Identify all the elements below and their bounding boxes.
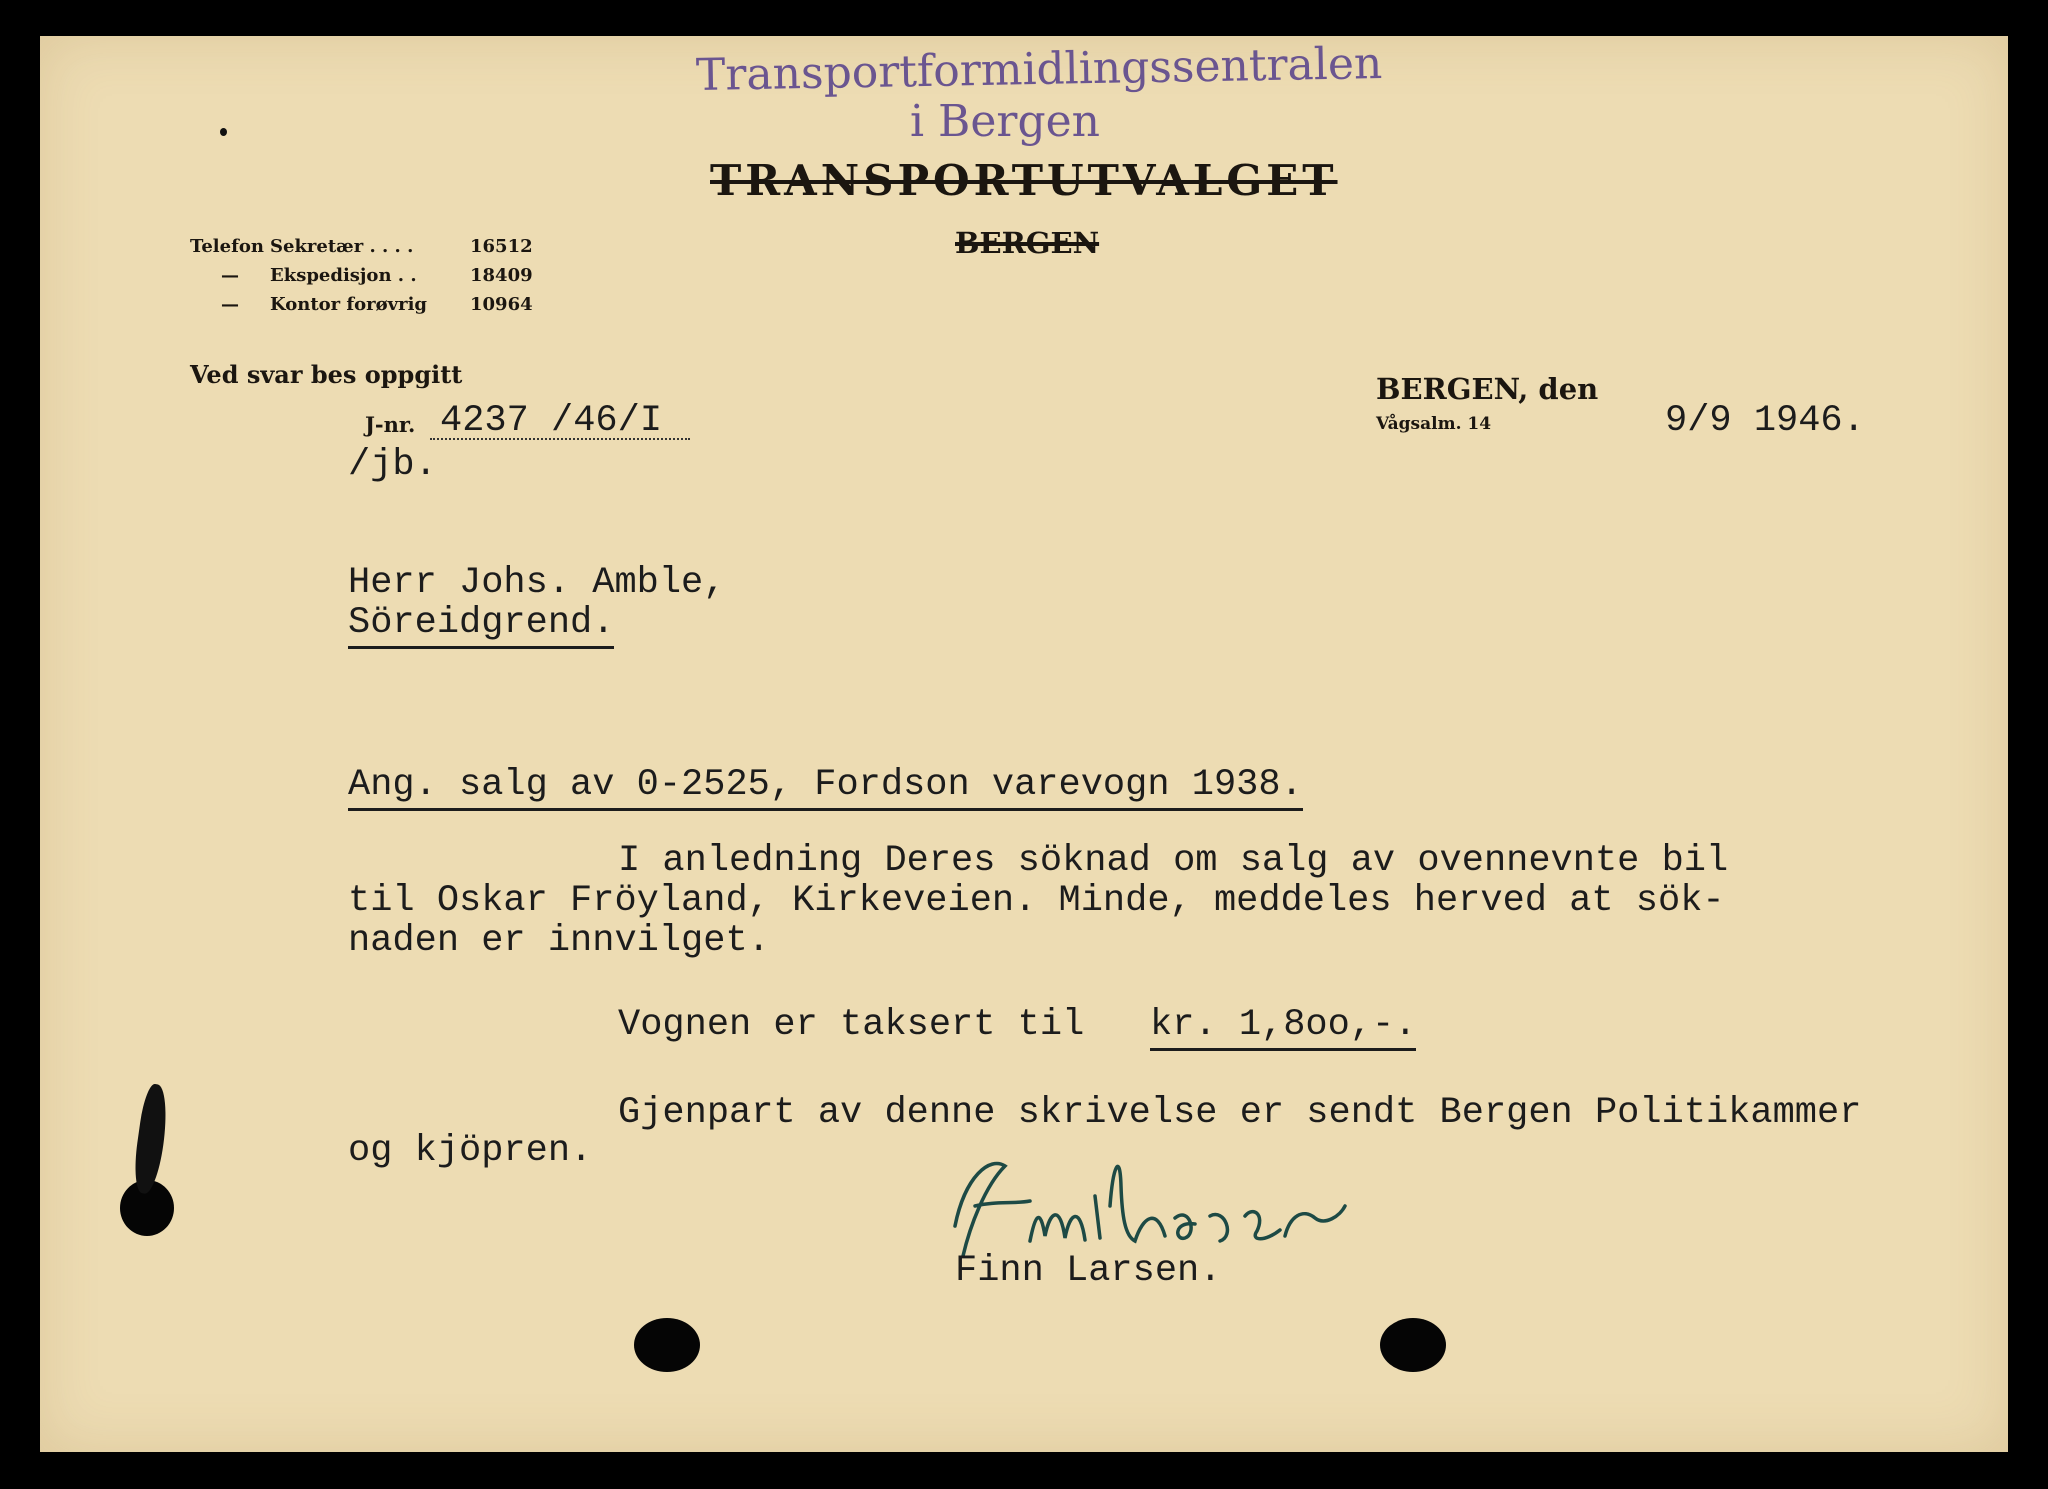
phone-label: Kontor forøvrig <box>270 294 428 315</box>
phone-row <box>190 290 533 319</box>
recipient-name: Herr Johs. Amble, <box>348 562 726 604</box>
subject-line: Ang. salg av 0-2525, Fordson varevogn 1938. <box>348 764 1303 811</box>
letterhead-city: BERGEN <box>955 226 1100 260</box>
para1-line1: I anledning Deres söknad om salg av ovennevnte bil <box>618 840 1729 882</box>
letterhead-org: TRANSPORTUTVALGET <box>710 156 1338 205</box>
phone-prefix: — <box>221 294 239 315</box>
para1-line2: til Oskar Fröyland, Kirkeveien. Minde, meddeles herved at sök- <box>348 880 1725 922</box>
torn-mark <box>130 1083 171 1196</box>
phone-number: 10964 <box>470 294 533 315</box>
punch-hole <box>634 1318 700 1372</box>
signer-name: Finn Larsen. <box>955 1250 1222 1292</box>
letter-date: 9/9 1946. <box>1665 400 1865 442</box>
phone-list <box>190 232 533 319</box>
phone-row <box>190 261 533 290</box>
jnr-value: 4237 /46/I <box>440 400 663 442</box>
punch-hole <box>1380 1318 1446 1372</box>
letter-page <box>40 36 2008 1452</box>
handwritten-signature <box>935 1146 1365 1266</box>
jnr-label: J-nr. <box>365 412 416 437</box>
reply-note: Ved svar bes oppgitt <box>190 360 463 389</box>
phone-number: 18409 <box>470 265 533 286</box>
stamp-line-2: i Bergen <box>910 96 1101 147</box>
phone-number: 16512 <box>470 236 533 257</box>
para1-line3: naden er innvilget. <box>348 920 770 962</box>
para3-line2: og kjöpren. <box>348 1130 593 1172</box>
address: Vågsalm. 14 <box>1376 414 1492 434</box>
phone-row <box>190 232 533 261</box>
stamp-line-1: Transportformidlingssentralen <box>695 38 1383 101</box>
phone-label: Ekspedisjon . . <box>270 265 417 286</box>
para3-line1: Gjenpart av denne skrivelse er sendt Bergen Politikammer <box>618 1092 1862 1134</box>
ink-dot <box>220 128 227 136</box>
phone-label: Sekretær . . . . <box>270 236 414 257</box>
recipient-place: Söreidgrend. <box>348 602 614 649</box>
para2-prefix: Vognen er taksert til <box>618 1004 1085 1046</box>
phone-prefix: Telefon <box>190 236 264 257</box>
price-amount: kr. 1,8oo,-. <box>1150 1004 1416 1051</box>
initials: /jb. <box>348 444 437 486</box>
place-label: BERGEN, den <box>1376 372 1599 406</box>
phone-prefix: — <box>221 265 239 286</box>
